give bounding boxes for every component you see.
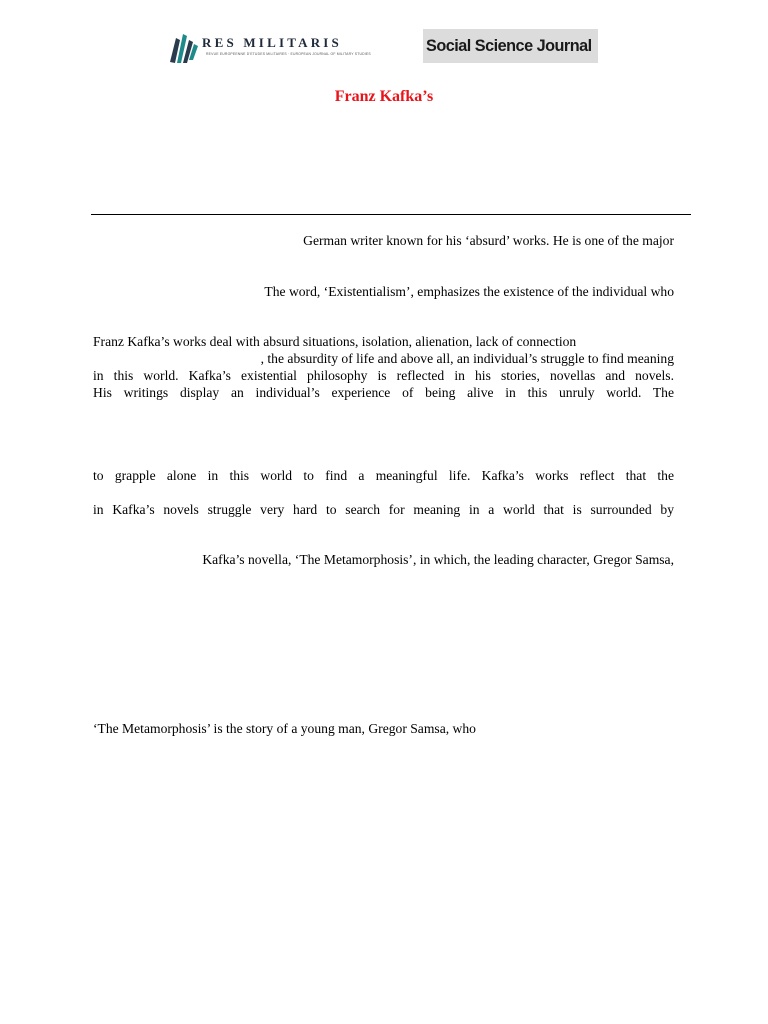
body-line: Kafka’s novella, ‘The Metamorphosis’, in which, the leading character, Gregor Samsa, bbox=[202, 552, 674, 567]
body-line: , the absurdity of life and above all, an individual’s struggle to find meaning bbox=[260, 351, 674, 366]
res-militaris-name: RES MILITARIS bbox=[202, 35, 342, 50]
res-militaris-emblem-icon bbox=[168, 30, 200, 64]
body-line: German writer known for his ‘absurd’ works. He is one of the major bbox=[303, 233, 674, 248]
title-divider bbox=[91, 214, 691, 215]
body-line: in this world. Kafka’s existential philosophy is reflected in his stories, novellas and novels. bbox=[93, 368, 674, 383]
body-line: His writings display an individual’s experience of being alive in this unruly world. The bbox=[93, 385, 674, 400]
res-militaris-tagline: REVUE EUROPEENNE D'ETUDES MILITAIRES · EUROPEAN JOURNAL OF MILITARY STUDIES bbox=[206, 52, 371, 56]
social-science-journal-banner: Social Science Journal bbox=[423, 29, 598, 63]
body-line: ‘The Metamorphosis’ is the story of a young man, Gregor Samsa, who bbox=[93, 721, 476, 736]
body-line: to grapple alone in this world to find a meaningful life. Kafka’s works reflect that the bbox=[93, 468, 674, 483]
paper-title: Franz Kafka’s bbox=[334, 88, 434, 105]
body-line: The word, ‘Existentialism’, emphasizes the existence of the individual who bbox=[264, 284, 674, 299]
body-line: Franz Kafka’s works deal with absurd situations, isolation, alienation, lack of connection bbox=[93, 334, 577, 349]
res-militaris-logo bbox=[168, 30, 371, 64]
body-line: in Kafka’s novels struggle very hard to search for meaning in a world that is surrounded by bbox=[93, 502, 674, 517]
